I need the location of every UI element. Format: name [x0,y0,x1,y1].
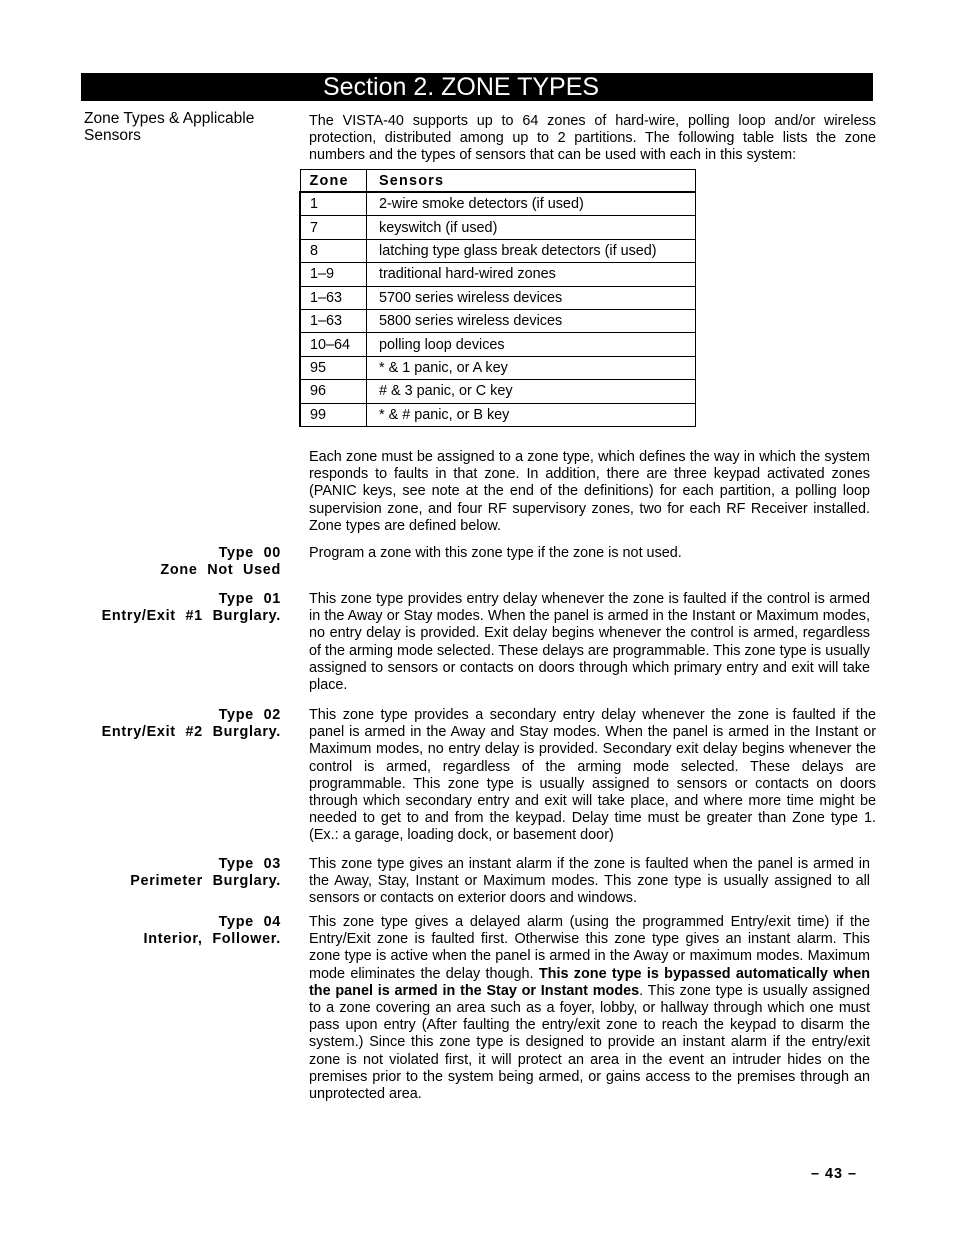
zone-type-number: Type 03 [218,856,281,872]
side-heading: Zone Types & Applicable Sensors [84,110,255,144]
table-row [300,286,696,309]
page-number: – 43 – [811,1166,858,1182]
zone-type-number: Type 00 [218,545,281,561]
zone-type-name: Entry/Exit #2 Burglary. [101,724,281,741]
zone-cell: 8 [300,239,367,262]
zone-sensor-table [299,169,696,427]
zone-type-number: Type 04 [218,914,281,930]
sensor-cell: keyswitch (if used) [367,216,696,239]
table-row [300,380,696,403]
zone-type-description-04 [309,914,870,1103]
sensors-column-header: Sensors [367,170,696,193]
intro-paragraph: The VISTA-40 supports up to 64 zones of hard-wire, polling loop and/or wireless protection, distributed among up to 2 partitions. The following table lists the zone numbers and the types of sensors that can be used with each in this system: [309,113,876,164]
zone-type-label-03 [130,856,281,890]
table-row [300,192,696,216]
sensor-cell: traditional hard-wired zones [367,263,696,286]
zone-type-label-02 [102,707,281,741]
sensor-cell: latching type glass break detectors (if used) [367,239,696,262]
zone-cell: 10–64 [300,333,367,356]
zone-type-description-01: This zone type provides entry delay whenever the zone is faulted if the control is armed in the Away or Stay modes. When the panel is armed in the Instant or Maximum modes, no entry delay is provided. Exit delay begins whenever the control is armed, regardless of the arming mode selected. These delays are programmable. This zone type is usually assigned to sensors or contacts on doors through which primary entry and exit will take place. [309,591,870,694]
sensor-cell: 5700 series wireless devices [367,286,696,309]
sensor-cell: 2-wire smoke detectors (if used) [367,192,696,216]
sensor-cell: * & # panic, or B key [367,403,696,426]
zone-type-name: Entry/Exit #1 Burglary. [101,608,281,625]
zone-type-label-04 [144,914,281,948]
table-row [300,356,696,379]
zone-type-description-00: Program a zone with this zone type if the zone is not used. [309,545,682,561]
zone-cell: 1–9 [300,263,367,286]
table-row [300,263,696,286]
zone-cell: 1–63 [300,309,367,332]
table-row [300,216,696,239]
table-row [300,309,696,332]
table-header-row [300,170,696,193]
zone-type-description-02: This zone type provides a secondary entry delay whenever the zone is faulted if the panel is armed in the Away and Stay modes. When the panel is armed in the Instant or Maximum modes, no entry delay is provided. Secondary exit delay begins whenever the control is armed, regardless of the arming mode selected. These delays are programmable. This zone type is usually assigned to sensors or contacts on doors through which secondary entry and exit will take place, and where more time might be needed to get to and from the keypad. Delay time must be greater than Zone type 1. (Ex.: a garage, loading dock, or basement door) [309,707,876,844]
zone-type-name: Zone Not Used [160,562,281,579]
zone-cell: 1 [300,192,367,216]
section-title: Section 2. ZONE TYPES [81,73,873,101]
zone-assignment-paragraph: Each zone must be assigned to a zone type, which defines the way in which the system responds to faults in that zone. In addition, there are three keypad activated zones (PANIC keys, see note at the end of the definitions) for each partition, a polling loop supervision zone, and four RF supervisory zones, two for each RF Receiver installed. Zone types are defined below. [309,449,870,534]
table-row [300,239,696,262]
description-text: This zone type gives a delayed alarm (using the programmed Entry/exit time) if the Entry/Exit zone is faulted first. Otherwise this zone type gives an instant alarm. This zone type is active when the panel is armed in the Away or maximum modes. Maximum mode eliminates the delay though. [309,914,870,982]
zone-column-header: Zone [300,170,367,193]
table-row [300,333,696,356]
zone-type-description-03: This zone type gives an instant alarm if the zone is faulted when the panel is armed in the Away, Stay, Instant or Maximum modes. This zone type is usually assigned to all sensors or contacts on exterior doors and windows. [309,856,870,907]
zone-cell: 96 [300,380,367,403]
zone-cell: 1–63 [300,286,367,309]
zone-type-number: Type 02 [218,707,281,723]
sensor-cell: polling loop devices [367,333,696,356]
zone-type-label-00 [160,545,281,579]
zone-type-name: Perimeter Burglary. [130,873,281,890]
sensor-cell: 5800 series wireless devices [367,309,696,332]
zone-type-label-01 [102,591,281,625]
zone-type-number: Type 01 [218,591,281,607]
sensor-cell: # & 3 panic, or C key [367,380,696,403]
zone-type-name: Interior, Follower. [143,931,281,948]
zone-cell: 95 [300,356,367,379]
table-row [300,403,696,426]
sensor-cell: * & 1 panic, or A key [367,356,696,379]
description-emphasis: This zone type is bypassed automatically when the panel is armed in the Stay or Instant modes [309,965,870,999]
description-text: . This zone type is usually assigned to a zone covering an area such as a foyer, lobby, or hallway through which one must pass upon entry (After faulting the entry/exit zone to reach the keypad to disarm the system.) Since this zone type is designed to provide an instant alarm if the entry/exit zone is not violated first, it will protect an area in the event an intruder hides on the premises prior to the system being armed, or gains access to the premises through an unprotected area. [309,982,870,1103]
zone-cell: 7 [300,216,367,239]
zone-cell: 99 [300,403,367,426]
